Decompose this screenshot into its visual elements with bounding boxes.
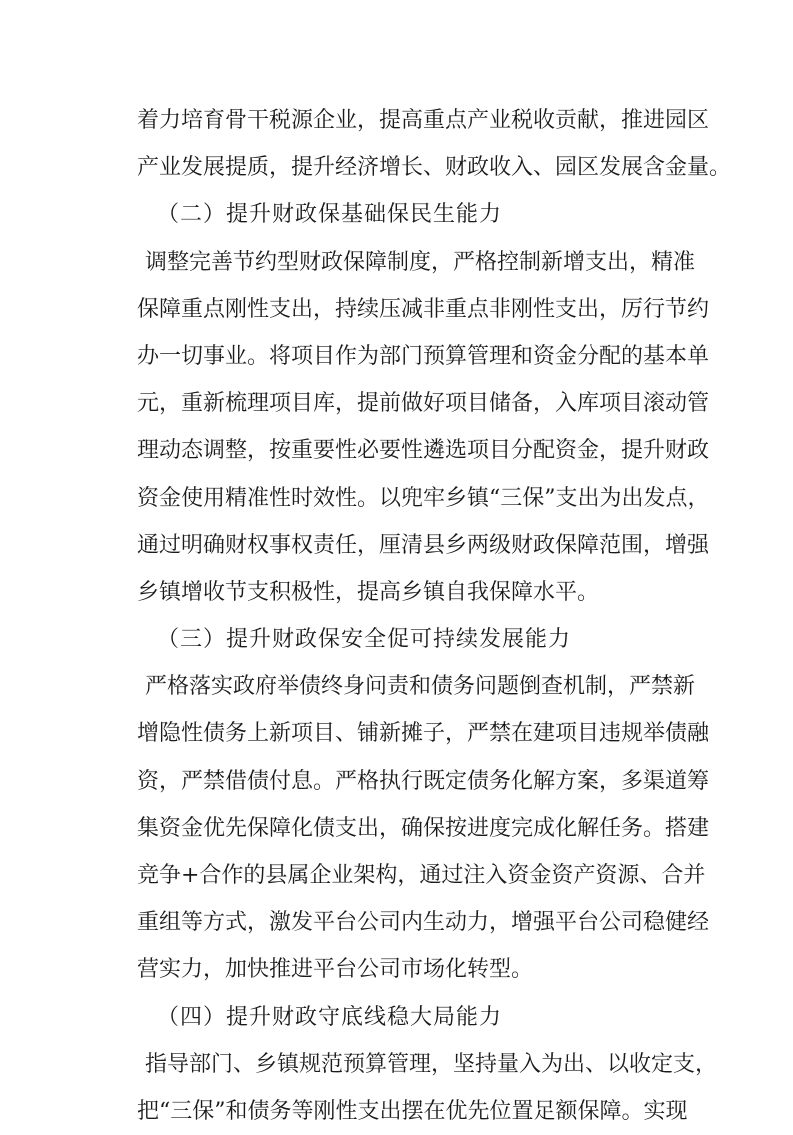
text-line: 把“三保”和债务等刚性支出摆在优先位置足额保障。实现 — [137, 1098, 688, 1124]
paragraph — [137, 663, 710, 993]
section-heading: （二）提升财政保基础保民生能力 — [157, 202, 503, 228]
text-line: 产业发展提质，提升经济增长、财政收入、园区发展含金量。 — [137, 155, 732, 181]
text-line: 乡镇增收节支积极性，提高乡镇自我保障水平。 — [137, 579, 600, 605]
text-line: 通过明确财权事权责任，厘清县乡两级财政保障范围，增强 — [137, 532, 710, 558]
text-line: 竞争+合作的县属企业架构，通过注入资金资产资源、合并 — [137, 863, 706, 888]
text-line: 指导部门、乡镇规范预算管理，坚持量入为出、以收定支， — [145, 1051, 718, 1077]
section-heading: （四）提升财政守底线稳大局能力 — [157, 1004, 503, 1030]
text-line: 着力培育骨干税源企业，提高重点产业税收贡献，推进园区 — [137, 108, 710, 133]
paragraph — [137, 97, 732, 191]
text-line: 调整完善节约型财政保障制度，严格控制新增支出，精准 — [145, 249, 696, 275]
text-line: 重组等方式，激发平台公司内生动力，增强平台公司稳健经 — [137, 910, 710, 936]
text-line: 资，严禁借债付息。严格执行既定债务化解方案，多渠道筹 — [137, 768, 710, 794]
text-line: 严格落实政府举债终身问责和债务问题倒查机制，严禁新 — [145, 674, 696, 700]
text-line: 办一切事业。将项目作为部门预算管理和资金分配的基本单 — [137, 343, 710, 369]
text-line: 保障重点刚性支出，持续压减非重点非刚性支出，厉行节约 — [137, 296, 710, 322]
paragraph — [137, 1041, 718, 1135]
paragraph — [137, 239, 710, 617]
text-line: 集资金优先保障化债支出，确保按进度完成化解任务。搭建 — [137, 815, 710, 841]
text-line: 资金使用精准性时效性。以兜牢乡镇“三保”支出为出发点， — [137, 485, 710, 511]
text-line: 理动态调整，按重要性必要性遴选项目分配资金，提升财政 — [137, 438, 710, 464]
section-heading: （三）提升财政保安全促可持续发展能力 — [157, 627, 572, 653]
text-line: 增隐性债务上新项目、铺新摊子，严禁在建项目违规举债融 — [137, 721, 710, 747]
text-line: 元，重新梳理项目库，提前做好项目储备，入库项目滚动管 — [137, 391, 710, 417]
document-body — [137, 97, 732, 1135]
text-line: 营实力，加快推进平台公司市场化转型。 — [137, 957, 534, 983]
